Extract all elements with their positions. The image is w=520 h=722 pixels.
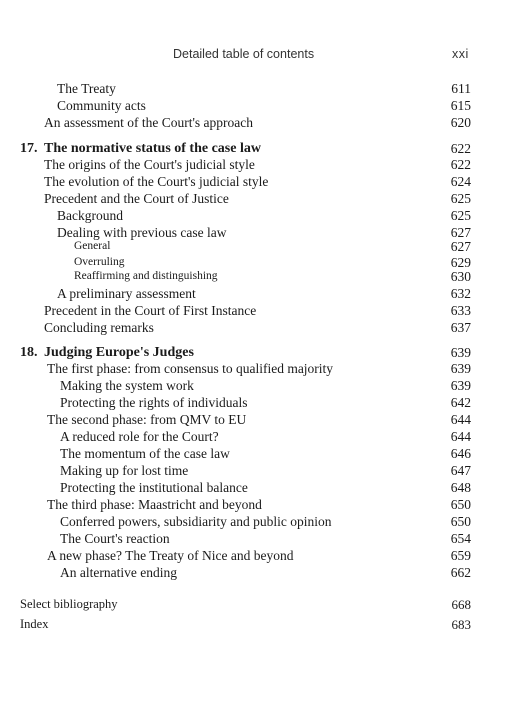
toc-entry-page: 659 xyxy=(450,548,471,563)
toc-entry xyxy=(0,173,520,190)
toc-entry-page: 633 xyxy=(450,303,471,318)
toc-entry-label: The first phase: from consensus to qualified majority xyxy=(47,361,334,376)
toc-entry xyxy=(0,285,520,302)
toc-entry xyxy=(0,319,520,336)
chapter-heading xyxy=(20,344,194,361)
toc-entry-page: 629 xyxy=(450,255,471,270)
chapter-title: Judging Europe's Judges xyxy=(44,345,194,360)
toc-entry xyxy=(0,445,520,462)
toc-entry-page: 625 xyxy=(450,208,471,223)
toc-entry-page: 630 xyxy=(450,269,471,284)
toc-chapter-18 xyxy=(0,344,520,361)
toc-entry-page: 639 xyxy=(450,345,471,360)
toc-entry xyxy=(0,530,520,547)
toc-entry-label: Overruling xyxy=(74,256,125,268)
toc-entry xyxy=(0,156,520,173)
toc-entry-label: A new phase? The Treaty of Nice and beyond xyxy=(47,548,294,563)
toc-entry-label: Protecting the institutional balance xyxy=(60,480,248,495)
toc-entry-label: Background xyxy=(57,208,123,223)
running-header-title: Detailed table of contents xyxy=(173,47,315,61)
toc-entry-page: 624 xyxy=(450,174,471,189)
toc-entry xyxy=(0,268,520,285)
toc-entry-page: 622 xyxy=(450,141,471,156)
toc-entry-page: 642 xyxy=(450,395,471,410)
toc-entry-page: 622 xyxy=(450,157,471,172)
toc-entry-page: 620 xyxy=(450,115,471,130)
toc-entry-label: Conferred powers, subsidiarity and public opinion xyxy=(60,514,332,529)
toc-entry-label: Precedent and the Court of Justice xyxy=(44,191,229,206)
toc-entry-page: 625 xyxy=(450,191,471,206)
toc-entry-page: 648 xyxy=(450,480,471,495)
toc-entry-page: 632 xyxy=(450,286,471,301)
toc-entry-page: 639 xyxy=(450,378,471,393)
toc-entry xyxy=(0,114,520,131)
toc-entry-label: Reaffirming and distinguishing xyxy=(74,270,218,282)
toc-entry-label: The origins of the Court's judicial style xyxy=(44,157,255,172)
toc-entry-page: 650 xyxy=(450,497,471,512)
toc-entry-label: Community acts xyxy=(57,98,146,113)
toc-entry-page: 683 xyxy=(451,617,471,632)
toc-entry xyxy=(0,360,520,377)
toc-entry-label: An assessment of the Court's approach xyxy=(44,115,254,130)
toc-entry-page: 647 xyxy=(450,463,471,478)
toc-entry-label: A preliminary assessment xyxy=(57,286,196,301)
toc-entry-index xyxy=(0,616,520,633)
toc-entry xyxy=(0,80,520,97)
toc-entry-page: 639 xyxy=(450,361,471,376)
toc-entry-label: Protecting the rights of individuals xyxy=(60,395,248,410)
toc-entry xyxy=(0,428,520,445)
toc-entry-page: 654 xyxy=(450,531,471,546)
toc-entry-label: The second phase: from QMV to EU xyxy=(47,412,247,427)
toc-entry xyxy=(0,496,520,513)
toc-entry xyxy=(0,564,520,581)
toc-entry xyxy=(0,302,520,319)
page-folio: xxi xyxy=(452,47,469,61)
toc-entry-label: Precedent in the Court of First Instance xyxy=(44,303,257,318)
toc-entry-page: 627 xyxy=(450,239,471,254)
toc-entry-label: Index xyxy=(20,617,49,631)
toc-entry-page: 615 xyxy=(450,98,471,113)
toc-entry xyxy=(0,97,520,114)
toc-entry xyxy=(0,547,520,564)
toc-entry-page: 627 xyxy=(450,225,471,240)
toc-entry-bibliography xyxy=(0,596,520,613)
toc-entry-label: The Treaty xyxy=(57,81,116,96)
toc-entry-label: Dealing with previous case law xyxy=(57,225,227,240)
toc-entry-label: Select bibliography xyxy=(20,597,118,611)
toc-entry-label: Making the system work xyxy=(60,378,194,393)
chapter-heading xyxy=(20,140,261,157)
toc-entry xyxy=(0,513,520,530)
toc-entry xyxy=(0,377,520,394)
toc-chapter-17 xyxy=(0,140,520,157)
toc-entry-page: 637 xyxy=(450,320,471,335)
chapter-title: The normative status of the case law xyxy=(44,141,261,156)
toc-entry-page: 611 xyxy=(451,81,471,96)
toc-entry-label: A reduced role for the Court? xyxy=(60,429,219,444)
toc-entry xyxy=(0,394,520,411)
toc-entry-label: The Court's reaction xyxy=(60,531,170,546)
toc-entry-label: The third phase: Maastricht and beyond xyxy=(47,497,262,512)
chapter-number: 17. xyxy=(20,141,38,156)
toc-entry-page: 646 xyxy=(450,446,471,461)
toc-entry xyxy=(0,479,520,496)
toc-entry-page: 650 xyxy=(450,514,471,529)
toc-entry-label: An alternative ending xyxy=(60,565,177,580)
toc-entry-label: General xyxy=(74,240,111,252)
toc-entry xyxy=(0,238,520,255)
toc-entry-page: 644 xyxy=(450,412,471,427)
toc-entry-label: The momentum of the case law xyxy=(60,446,230,461)
toc-entry-label: Making up for lost time xyxy=(60,463,189,478)
toc-entry xyxy=(0,207,520,224)
toc-entry-label: Concluding remarks xyxy=(44,320,154,335)
toc-entry xyxy=(0,462,520,479)
toc-entry-label: The evolution of the Court's judicial style xyxy=(44,174,269,189)
running-header xyxy=(0,47,520,67)
toc-entry xyxy=(0,411,520,428)
toc-entry-page: 668 xyxy=(451,597,471,612)
chapter-number: 18. xyxy=(20,345,38,360)
toc-entry xyxy=(0,190,520,207)
toc-entry-page: 644 xyxy=(450,429,471,444)
toc-entry-page: 662 xyxy=(450,565,471,580)
